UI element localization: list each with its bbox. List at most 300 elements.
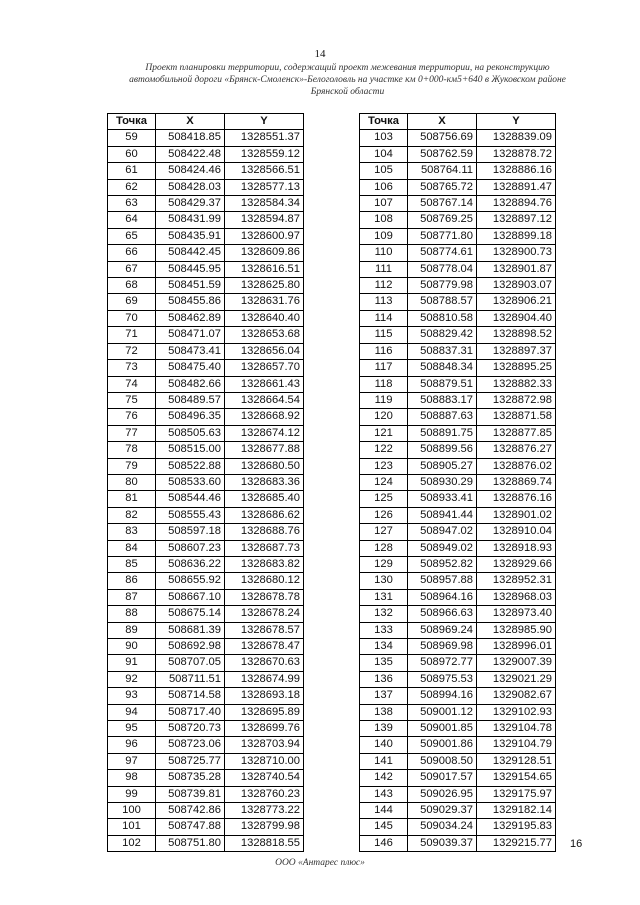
y-cell: 1328876.27 — [477, 442, 556, 458]
y-cell: 1328695.89 — [225, 704, 304, 720]
x-cell: 508972.77 — [408, 655, 477, 671]
y-cell: 1329082.67 — [477, 688, 556, 704]
table-row — [108, 737, 304, 753]
y-cell: 1328584.34 — [225, 196, 304, 212]
point-cell: 95 — [108, 721, 156, 737]
x-cell: 508442.45 — [156, 245, 225, 261]
point-cell: 78 — [108, 442, 156, 458]
table-row — [360, 343, 556, 359]
point-cell: 122 — [360, 442, 408, 458]
table-row — [360, 786, 556, 802]
x-cell: 508829.42 — [408, 327, 477, 343]
y-cell: 1328566.51 — [225, 163, 304, 179]
point-cell: 108 — [360, 212, 408, 228]
table-row — [360, 737, 556, 753]
x-cell: 508462.89 — [156, 310, 225, 326]
y-cell: 1328952.31 — [477, 573, 556, 589]
y-cell: 1328678.57 — [225, 622, 304, 638]
y-cell: 1328577.13 — [225, 179, 304, 195]
y-cell: 1328657.70 — [225, 360, 304, 376]
page-number-bottom: 16 — [570, 838, 583, 850]
x-cell: 508975.53 — [408, 671, 477, 687]
y-cell: 1328929.66 — [477, 556, 556, 572]
y-cell: 1328871.58 — [477, 409, 556, 425]
table-row — [108, 409, 304, 425]
table-row — [108, 458, 304, 474]
point-cell: 90 — [108, 639, 156, 655]
table-row — [108, 425, 304, 441]
x-cell: 508422.48 — [156, 146, 225, 162]
table-row — [360, 425, 556, 441]
y-cell: 1329154.65 — [477, 770, 556, 786]
x-cell: 509001.85 — [408, 721, 477, 737]
y-cell: 1328688.76 — [225, 524, 304, 540]
y-cell: 1328683.82 — [225, 556, 304, 572]
header-line-1: Проект планировки территории, содержащий проект межевания территории, на реконструкцию — [145, 63, 550, 73]
x-cell: 508435.91 — [156, 228, 225, 244]
point-cell: 70 — [108, 310, 156, 326]
point-cell: 75 — [108, 392, 156, 408]
x-cell: 509001.12 — [408, 704, 477, 720]
table-row — [360, 573, 556, 589]
point-cell: 99 — [108, 786, 156, 802]
table-row — [360, 835, 556, 851]
y-cell: 1328886.16 — [477, 163, 556, 179]
y-cell: 1328664.54 — [225, 392, 304, 408]
y-cell: 1328876.16 — [477, 491, 556, 507]
y-cell: 1328609.86 — [225, 245, 304, 261]
table-row — [108, 540, 304, 556]
x-cell: 508778.04 — [408, 261, 477, 277]
table-row — [360, 327, 556, 343]
x-cell: 508475.40 — [156, 360, 225, 376]
table-row — [108, 786, 304, 802]
table-row — [360, 245, 556, 261]
x-cell: 508949.02 — [408, 540, 477, 556]
table-row — [108, 196, 304, 212]
document-header — [110, 62, 585, 98]
x-cell: 508767.14 — [408, 196, 477, 212]
point-cell: 145 — [360, 819, 408, 835]
x-cell: 508636.22 — [156, 556, 225, 572]
table-row — [108, 835, 304, 851]
table-row — [108, 688, 304, 704]
table-row — [108, 294, 304, 310]
y-cell: 1328968.03 — [477, 589, 556, 605]
y-cell: 1329021.29 — [477, 671, 556, 687]
y-cell: 1329128.51 — [477, 753, 556, 769]
point-cell: 71 — [108, 327, 156, 343]
table-row — [360, 278, 556, 294]
y-cell: 1328901.02 — [477, 507, 556, 523]
table-row — [360, 721, 556, 737]
table-row — [108, 245, 304, 261]
x-cell: 508764.11 — [408, 163, 477, 179]
x-cell: 509034.24 — [408, 819, 477, 835]
x-cell: 508451.59 — [156, 278, 225, 294]
y-cell: 1328904.40 — [477, 310, 556, 326]
y-cell: 1328616.51 — [225, 261, 304, 277]
point-cell: 73 — [108, 360, 156, 376]
table-row — [360, 507, 556, 523]
point-cell: 93 — [108, 688, 156, 704]
point-cell: 146 — [360, 835, 408, 851]
table-row — [360, 458, 556, 474]
point-cell: 66 — [108, 245, 156, 261]
point-cell: 82 — [108, 507, 156, 523]
table-row — [360, 655, 556, 671]
point-cell: 67 — [108, 261, 156, 277]
y-cell: 1328906.21 — [477, 294, 556, 310]
x-cell: 508428.03 — [156, 179, 225, 195]
point-cell: 123 — [360, 458, 408, 474]
x-cell: 508533.60 — [156, 474, 225, 490]
table-row — [360, 540, 556, 556]
x-cell: 508941.44 — [408, 507, 477, 523]
y-cell: 1328625.80 — [225, 278, 304, 294]
y-cell: 1328631.76 — [225, 294, 304, 310]
header-x: X — [408, 114, 477, 130]
point-cell: 119 — [360, 392, 408, 408]
point-cell: 115 — [360, 327, 408, 343]
point-cell: 138 — [360, 704, 408, 720]
point-cell: 79 — [108, 458, 156, 474]
table-row — [360, 770, 556, 786]
point-cell: 118 — [360, 376, 408, 392]
x-cell: 508522.88 — [156, 458, 225, 474]
table-row — [108, 507, 304, 523]
point-cell: 59 — [108, 130, 156, 146]
y-cell: 1329104.78 — [477, 721, 556, 737]
point-cell: 104 — [360, 146, 408, 162]
y-cell: 1328674.12 — [225, 425, 304, 441]
point-cell: 77 — [108, 425, 156, 441]
x-cell: 508751.80 — [156, 835, 225, 851]
point-cell: 102 — [108, 835, 156, 851]
y-cell: 1328656.04 — [225, 343, 304, 359]
point-cell: 62 — [108, 179, 156, 195]
point-cell: 91 — [108, 655, 156, 671]
y-cell: 1329215.77 — [477, 835, 556, 851]
x-cell: 508424.46 — [156, 163, 225, 179]
point-cell: 114 — [360, 310, 408, 326]
x-cell: 508756.69 — [408, 130, 477, 146]
y-cell: 1328897.12 — [477, 212, 556, 228]
header-point: Точка — [360, 114, 408, 130]
point-cell: 112 — [360, 278, 408, 294]
x-cell: 508714.58 — [156, 688, 225, 704]
table-row — [360, 803, 556, 819]
table-row — [108, 360, 304, 376]
y-cell: 1329007.39 — [477, 655, 556, 671]
x-cell: 509008.50 — [408, 753, 477, 769]
y-cell: 1328899.18 — [477, 228, 556, 244]
x-cell: 508848.34 — [408, 360, 477, 376]
y-cell: 1328594.87 — [225, 212, 304, 228]
y-cell: 1328918.93 — [477, 540, 556, 556]
point-cell: 134 — [360, 639, 408, 655]
header-line-3: Брянской области — [310, 87, 385, 97]
y-cell: 1328685.40 — [225, 491, 304, 507]
x-cell: 508431.99 — [156, 212, 225, 228]
table-row — [360, 212, 556, 228]
x-cell: 508735.28 — [156, 770, 225, 786]
x-cell: 508964.16 — [408, 589, 477, 605]
table-row — [360, 163, 556, 179]
table-row — [108, 376, 304, 392]
x-cell: 508837.31 — [408, 343, 477, 359]
point-cell: 113 — [360, 294, 408, 310]
table-row — [108, 803, 304, 819]
y-cell: 1328898.52 — [477, 327, 556, 343]
x-cell: 508667.10 — [156, 589, 225, 605]
table-row — [360, 819, 556, 835]
y-cell: 1328740.54 — [225, 770, 304, 786]
point-cell: 61 — [108, 163, 156, 179]
point-cell: 94 — [108, 704, 156, 720]
y-cell: 1328895.25 — [477, 360, 556, 376]
x-cell: 508471.07 — [156, 327, 225, 343]
x-cell: 508887.63 — [408, 409, 477, 425]
point-cell: 116 — [360, 343, 408, 359]
x-cell: 508930.29 — [408, 474, 477, 490]
x-cell: 508774.61 — [408, 245, 477, 261]
x-cell: 508681.39 — [156, 622, 225, 638]
y-cell: 1328818.55 — [225, 835, 304, 851]
point-cell: 120 — [360, 409, 408, 425]
point-cell: 86 — [108, 573, 156, 589]
point-cell: 121 — [360, 425, 408, 441]
table-row — [360, 179, 556, 195]
table-row — [108, 573, 304, 589]
y-cell: 1328674.99 — [225, 671, 304, 687]
point-cell: 130 — [360, 573, 408, 589]
point-cell: 106 — [360, 179, 408, 195]
x-cell: 509001.86 — [408, 737, 477, 753]
y-cell: 1329104.79 — [477, 737, 556, 753]
y-cell: 1328996.01 — [477, 639, 556, 655]
y-cell: 1328678.78 — [225, 589, 304, 605]
table-row — [360, 392, 556, 408]
point-cell: 144 — [360, 803, 408, 819]
table-row — [360, 753, 556, 769]
point-cell: 137 — [360, 688, 408, 704]
y-cell: 1328973.40 — [477, 606, 556, 622]
table-row — [360, 228, 556, 244]
point-cell: 124 — [360, 474, 408, 490]
table-row — [360, 606, 556, 622]
table-row — [360, 474, 556, 490]
table-row — [360, 294, 556, 310]
y-cell: 1328678.47 — [225, 639, 304, 655]
y-cell: 1328678.24 — [225, 606, 304, 622]
x-cell: 508675.14 — [156, 606, 225, 622]
table-row — [360, 622, 556, 638]
table-row — [360, 442, 556, 458]
point-cell: 139 — [360, 721, 408, 737]
point-cell: 65 — [108, 228, 156, 244]
point-cell: 107 — [360, 196, 408, 212]
x-cell: 508720.73 — [156, 721, 225, 737]
table-row — [360, 196, 556, 212]
y-cell: 1328891.47 — [477, 179, 556, 195]
x-cell: 508455.86 — [156, 294, 225, 310]
x-cell: 508597.18 — [156, 524, 225, 540]
table-row — [108, 212, 304, 228]
y-cell: 1329182.14 — [477, 803, 556, 819]
y-cell: 1328668.92 — [225, 409, 304, 425]
y-cell: 1328699.76 — [225, 721, 304, 737]
table-row — [360, 491, 556, 507]
table-row — [108, 639, 304, 655]
table-row — [360, 310, 556, 326]
table-row — [108, 261, 304, 277]
x-cell: 508969.24 — [408, 622, 477, 638]
table-row — [108, 770, 304, 786]
point-cell: 83 — [108, 524, 156, 540]
y-cell: 1328653.68 — [225, 327, 304, 343]
point-cell: 89 — [108, 622, 156, 638]
point-cell: 132 — [360, 606, 408, 622]
table-row — [108, 753, 304, 769]
point-cell: 80 — [108, 474, 156, 490]
table-header-row — [108, 114, 304, 130]
x-cell: 509029.37 — [408, 803, 477, 819]
table-row — [360, 261, 556, 277]
coordinates-table-right — [359, 113, 556, 852]
y-cell: 1328900.73 — [477, 245, 556, 261]
point-cell: 133 — [360, 622, 408, 638]
x-cell: 508482.66 — [156, 376, 225, 392]
table-row — [108, 146, 304, 162]
table-row — [360, 360, 556, 376]
point-cell: 141 — [360, 753, 408, 769]
x-cell: 508505.63 — [156, 425, 225, 441]
header-y: Y — [477, 114, 556, 130]
point-cell: 103 — [360, 130, 408, 146]
x-cell: 508883.17 — [408, 392, 477, 408]
table-row — [108, 491, 304, 507]
point-cell: 81 — [108, 491, 156, 507]
y-cell: 1328687.73 — [225, 540, 304, 556]
y-cell: 1328876.02 — [477, 458, 556, 474]
x-cell: 508891.75 — [408, 425, 477, 441]
x-cell: 509017.57 — [408, 770, 477, 786]
table-row — [360, 556, 556, 572]
point-cell: 64 — [108, 212, 156, 228]
y-cell: 1328677.88 — [225, 442, 304, 458]
point-cell: 131 — [360, 589, 408, 605]
table-row — [360, 146, 556, 162]
table-row — [108, 556, 304, 572]
table-row — [108, 310, 304, 326]
y-cell: 1328551.37 — [225, 130, 304, 146]
point-cell: 84 — [108, 540, 156, 556]
table-row — [360, 688, 556, 704]
point-cell: 140 — [360, 737, 408, 753]
x-cell: 508739.81 — [156, 786, 225, 802]
x-cell: 508810.58 — [408, 310, 477, 326]
x-cell: 508607.23 — [156, 540, 225, 556]
header-line-2: автомобильной дороги «Брянск-Смоленск»-Белоголовль на участке км 0+000-км5+640 в Жуковском районе — [129, 75, 566, 85]
table-row — [360, 704, 556, 720]
x-cell: 508947.02 — [408, 524, 477, 540]
y-cell: 1328640.40 — [225, 310, 304, 326]
table-row — [360, 376, 556, 392]
x-cell: 509026.95 — [408, 786, 477, 802]
y-cell: 1328680.12 — [225, 573, 304, 589]
y-cell: 1328877.85 — [477, 425, 556, 441]
table-row — [108, 130, 304, 146]
x-cell: 508788.57 — [408, 294, 477, 310]
point-cell: 100 — [108, 803, 156, 819]
y-cell: 1328869.74 — [477, 474, 556, 490]
point-cell: 60 — [108, 146, 156, 162]
table-row — [108, 524, 304, 540]
x-cell: 508765.72 — [408, 179, 477, 195]
y-cell: 1328910.04 — [477, 524, 556, 540]
point-cell: 97 — [108, 753, 156, 769]
point-cell: 101 — [108, 819, 156, 835]
y-cell: 1328773.22 — [225, 803, 304, 819]
x-cell: 508969.98 — [408, 639, 477, 655]
y-cell: 1328903.07 — [477, 278, 556, 294]
header-point: Точка — [108, 114, 156, 130]
point-cell: 143 — [360, 786, 408, 802]
y-cell: 1328894.76 — [477, 196, 556, 212]
point-cell: 74 — [108, 376, 156, 392]
table-row — [108, 392, 304, 408]
table-row — [108, 655, 304, 671]
point-cell: 96 — [108, 737, 156, 753]
x-cell: 508489.57 — [156, 392, 225, 408]
y-cell: 1328897.37 — [477, 343, 556, 359]
point-cell: 128 — [360, 540, 408, 556]
table-row — [360, 639, 556, 655]
x-cell: 509039.37 — [408, 835, 477, 851]
header-x: X — [156, 114, 225, 130]
x-cell: 508717.40 — [156, 704, 225, 720]
point-cell: 127 — [360, 524, 408, 540]
point-cell: 126 — [360, 507, 408, 523]
point-cell: 117 — [360, 360, 408, 376]
table-row — [108, 721, 304, 737]
point-cell: 105 — [360, 163, 408, 179]
table-row — [108, 671, 304, 687]
point-cell: 111 — [360, 261, 408, 277]
point-cell: 87 — [108, 589, 156, 605]
table-row — [360, 409, 556, 425]
y-cell: 1328559.12 — [225, 146, 304, 162]
x-cell: 508994.16 — [408, 688, 477, 704]
x-cell: 508555.43 — [156, 507, 225, 523]
y-cell: 1328839.09 — [477, 130, 556, 146]
table-row — [108, 704, 304, 720]
point-cell: 63 — [108, 196, 156, 212]
x-cell: 508957.88 — [408, 573, 477, 589]
x-cell: 508952.82 — [408, 556, 477, 572]
table-row — [108, 327, 304, 343]
x-cell: 508655.92 — [156, 573, 225, 589]
x-cell: 508418.85 — [156, 130, 225, 146]
y-cell: 1328760.23 — [225, 786, 304, 802]
x-cell: 508445.95 — [156, 261, 225, 277]
x-cell: 508725.77 — [156, 753, 225, 769]
x-cell: 508933.41 — [408, 491, 477, 507]
header-y: Y — [225, 114, 304, 130]
table-row — [360, 589, 556, 605]
x-cell: 508747.88 — [156, 819, 225, 835]
